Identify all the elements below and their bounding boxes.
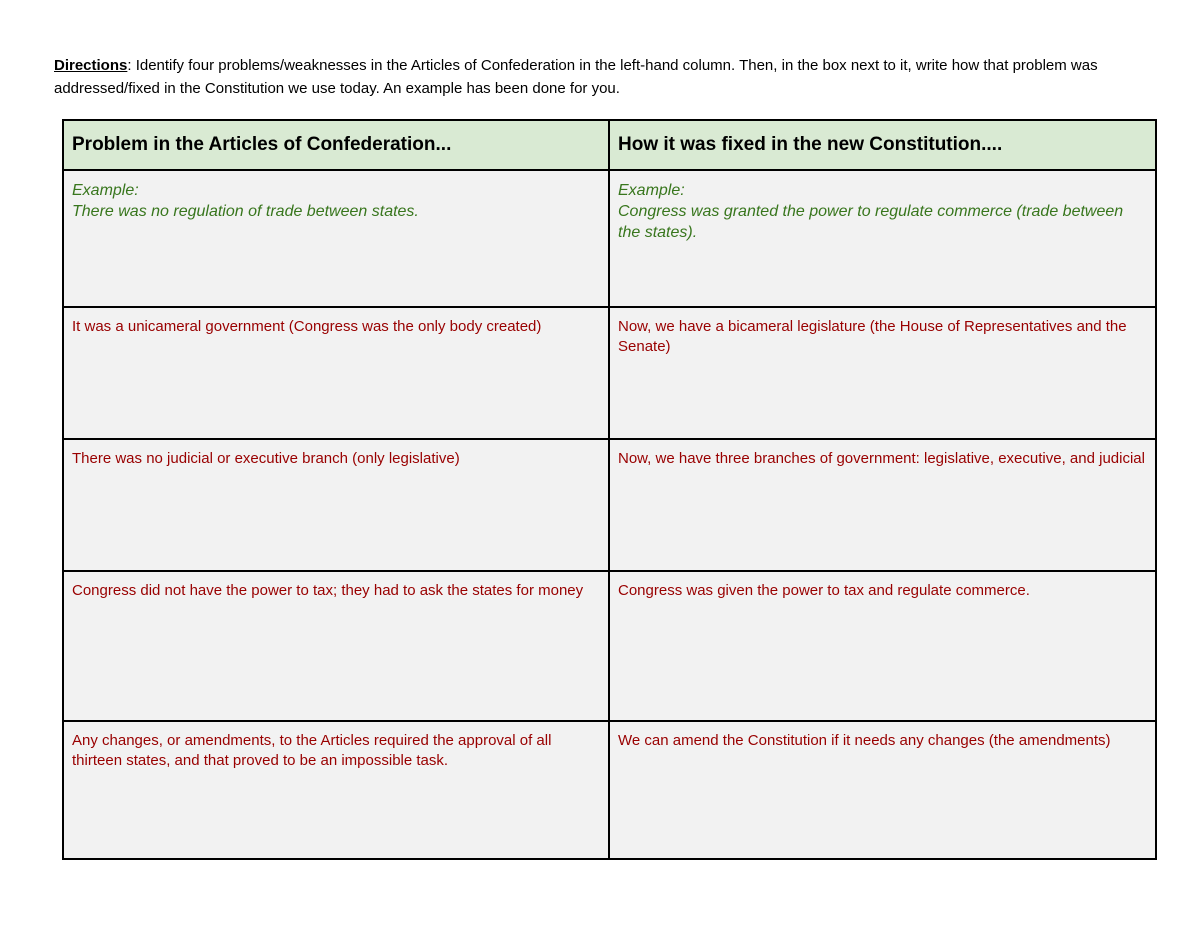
fix-cell[interactable]: Now, we have three branches of government: legislative, executive, and judicial (609, 439, 1156, 571)
example-problem-label: Example: (72, 182, 139, 199)
example-problem-cell[interactable] (63, 170, 609, 307)
example-row (63, 170, 1156, 307)
example-fix-label: Example: (618, 182, 685, 199)
problem-cell[interactable]: There was no judicial or executive branch (only legislative) (63, 439, 609, 571)
table-row (63, 721, 1156, 859)
table-row (63, 571, 1156, 721)
example-problem-text: There was no regulation of trade between states. (72, 203, 419, 220)
table-row (63, 439, 1156, 571)
fix-cell[interactable]: Congress was given the power to tax and regulate commerce. (609, 571, 1156, 721)
header-problem: Problem in the Articles of Confederation... (63, 120, 609, 170)
directions (54, 54, 1144, 100)
problem-cell[interactable]: It was a unicameral government (Congress was the only body created) (63, 307, 609, 439)
problem-cell[interactable]: Congress did not have the power to tax; they had to ask the states for money (63, 571, 609, 721)
header-fix: How it was fixed in the new Constitution.... (609, 120, 1156, 170)
articles-vs-constitution-table (62, 119, 1157, 860)
example-fix-text: Congress was granted the power to regulate commerce (trade between the states). (618, 203, 1124, 241)
problem-cell[interactable]: Any changes, or amendments, to the Articles required the approval of all thirteen states, and that proved to be an impossible task. (63, 721, 609, 859)
directions-label: Directions (54, 57, 128, 74)
directions-text: : Identify four problems/weaknesses in the Articles of Confederation in the left-hand column. Then, in the box next to it, write how that problem was addressed/fixed in the Constitution we use today. An example has been done for you. (54, 57, 1098, 97)
example-fix-cell[interactable] (609, 170, 1156, 307)
fix-cell[interactable]: We can amend the Constitution if it needs any changes (the amendments) (609, 721, 1156, 859)
table-header-row (63, 120, 1156, 170)
table-row (63, 307, 1156, 439)
fix-cell[interactable]: Now, we have a bicameral legislature (the House of Representatives and the Senate) (609, 307, 1156, 439)
